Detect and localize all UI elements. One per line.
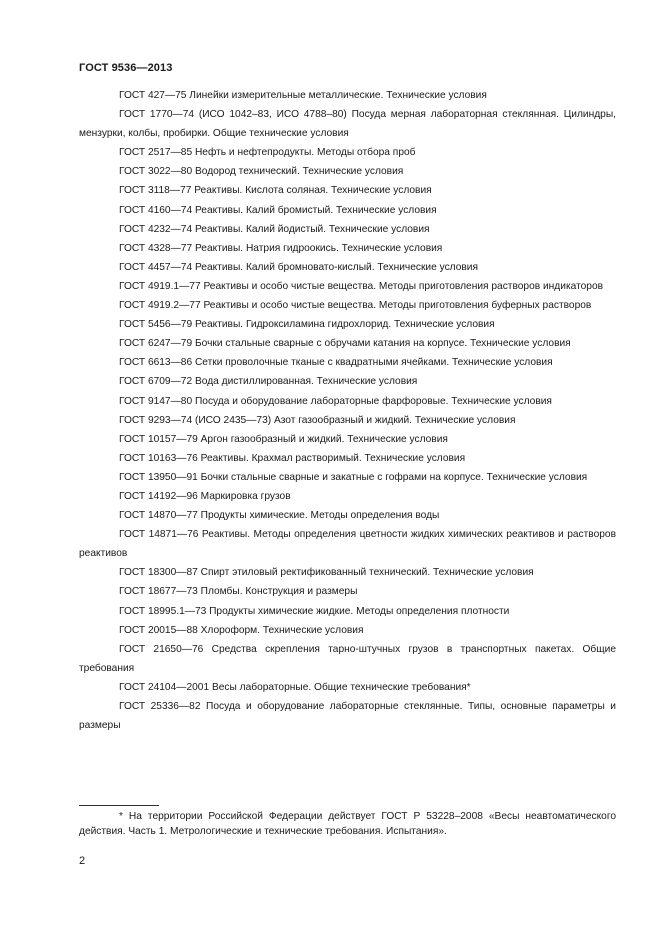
reference-item: ГОСТ 6709—72 Вода дистиллированная. Технические условия (119, 376, 418, 388)
reference-item: ГОСТ 5456—79 Реактивы. Гидроксиламина гидрохлорид. Технические условия (119, 319, 495, 331)
reference-item: ГОСТ 21650—76 Средства скрепления тарно-штучных грузов в транспортных пакетах. Общие требования (79, 643, 616, 674)
footnote: * На территории Российской Федерации действует ГОСТ Р 53228–2008 «Весы неавтоматического действия. Часть 1. Метрологические и технические требования. Испытания». (79, 811, 616, 837)
reference-item: ГОСТ 427—75 Линейки измерительные металлические. Технические условия (119, 90, 487, 101)
reference-item: ГОСТ 6613—86 Сетки проволочные тканые с квадратными ячейками. Технические условия (119, 357, 553, 369)
reference-item: ГОСТ 4160—74 Реактивы. Калий бромистый. Технические условия (119, 204, 437, 216)
reference-item: ГОСТ 18677—73 Пломбы. Конструкция и размеры (119, 586, 358, 598)
page-number: 2 (79, 855, 86, 867)
reference-item: ГОСТ 4457—74 Реактивы. Калий бромновато-кислый. Технические условия (119, 261, 479, 273)
reference-item: ГОСТ 4232—74 Реактивы. Калий йодистый. Технические условия (119, 223, 430, 235)
reference-item: ГОСТ 20015—88 Хлороформ. Технические условия (119, 624, 364, 636)
reference-item: ГОСТ 13950—91 Бочки стальные сварные и закатные с гофрами на корпусе. Технические условия (119, 471, 588, 483)
reference-item: ГОСТ 14870—77 Продукты химические. Методы определения воды (119, 510, 440, 522)
reference-item: ГОСТ 10163—76 Реактивы. Крахмал растворимый. Технические условия (119, 452, 466, 464)
reference-item: ГОСТ 1770—74 (ИСО 1042–83, ИСО 4788–80) Посуда мерная лабораторная стеклянная. Цилиндры, мензурки, колбы, пробирки. Общие технические условия (79, 109, 616, 140)
reference-item: ГОСТ 2517—85 Нефть и нефтепродукты. Методы отбора проб (119, 147, 416, 159)
reference-item: ГОСТ 14192—96 Маркировка грузов (119, 490, 291, 502)
reference-item: ГОСТ 4919.1—77 Реактивы и особо чистые вещества. Методы приготовления растворов индикаторов (119, 280, 604, 292)
reference-item: ГОСТ 18300—87 Спирт этиловый ректификованный технический. Технические условия (119, 567, 534, 579)
reference-item: ГОСТ 3022—80 Водород технический. Технические условия (119, 166, 404, 178)
reference-item: ГОСТ 25336—82 Посуда и оборудование лабораторные стеклянные. Типы, основные параметры и размеры (79, 701, 616, 732)
reference-item: ГОСТ 4919.2—77 Реактивы и особо чистые вещества. Методы приготовления буферных растворов (119, 300, 592, 312)
reference-item: ГОСТ 9293—74 (ИСО 2435—73) Азот газообразный и жидкий. Технические условия (119, 414, 516, 426)
document-header: ГОСТ 9536—2013 (79, 62, 173, 74)
reference-item: ГОСТ 24104—2001 Весы лабораторные. Общие технические требования* (119, 681, 471, 693)
reference-item: ГОСТ 3118—77 Реактивы. Кислота соляная. Технические условия (119, 185, 432, 197)
reference-item: ГОСТ 10157—79 Аргон газообразный и жидкий. Технические условия (119, 433, 448, 445)
footnote-divider (79, 805, 159, 806)
reference-item: ГОСТ 4328—77 Реактивы. Натрия гидроокись. Технические условия (119, 242, 443, 254)
reference-item: ГОСТ 9147—80 Посуда и оборудование лабораторные фарфоровые. Технические условия (119, 395, 552, 407)
reference-item: ГОСТ 6247—79 Бочки стальные сварные с обручами катания на корпусе. Технические условия (119, 338, 571, 350)
reference-item: ГОСТ 18995.1—73 Продукты химические жидкие. Методы определения плотности (119, 605, 510, 617)
normative-references-list (79, 86, 616, 735)
reference-item: ГОСТ 14871—76 Реактивы. Методы определения цветности жидких химических реактивов и растворов реактивов (79, 529, 616, 560)
